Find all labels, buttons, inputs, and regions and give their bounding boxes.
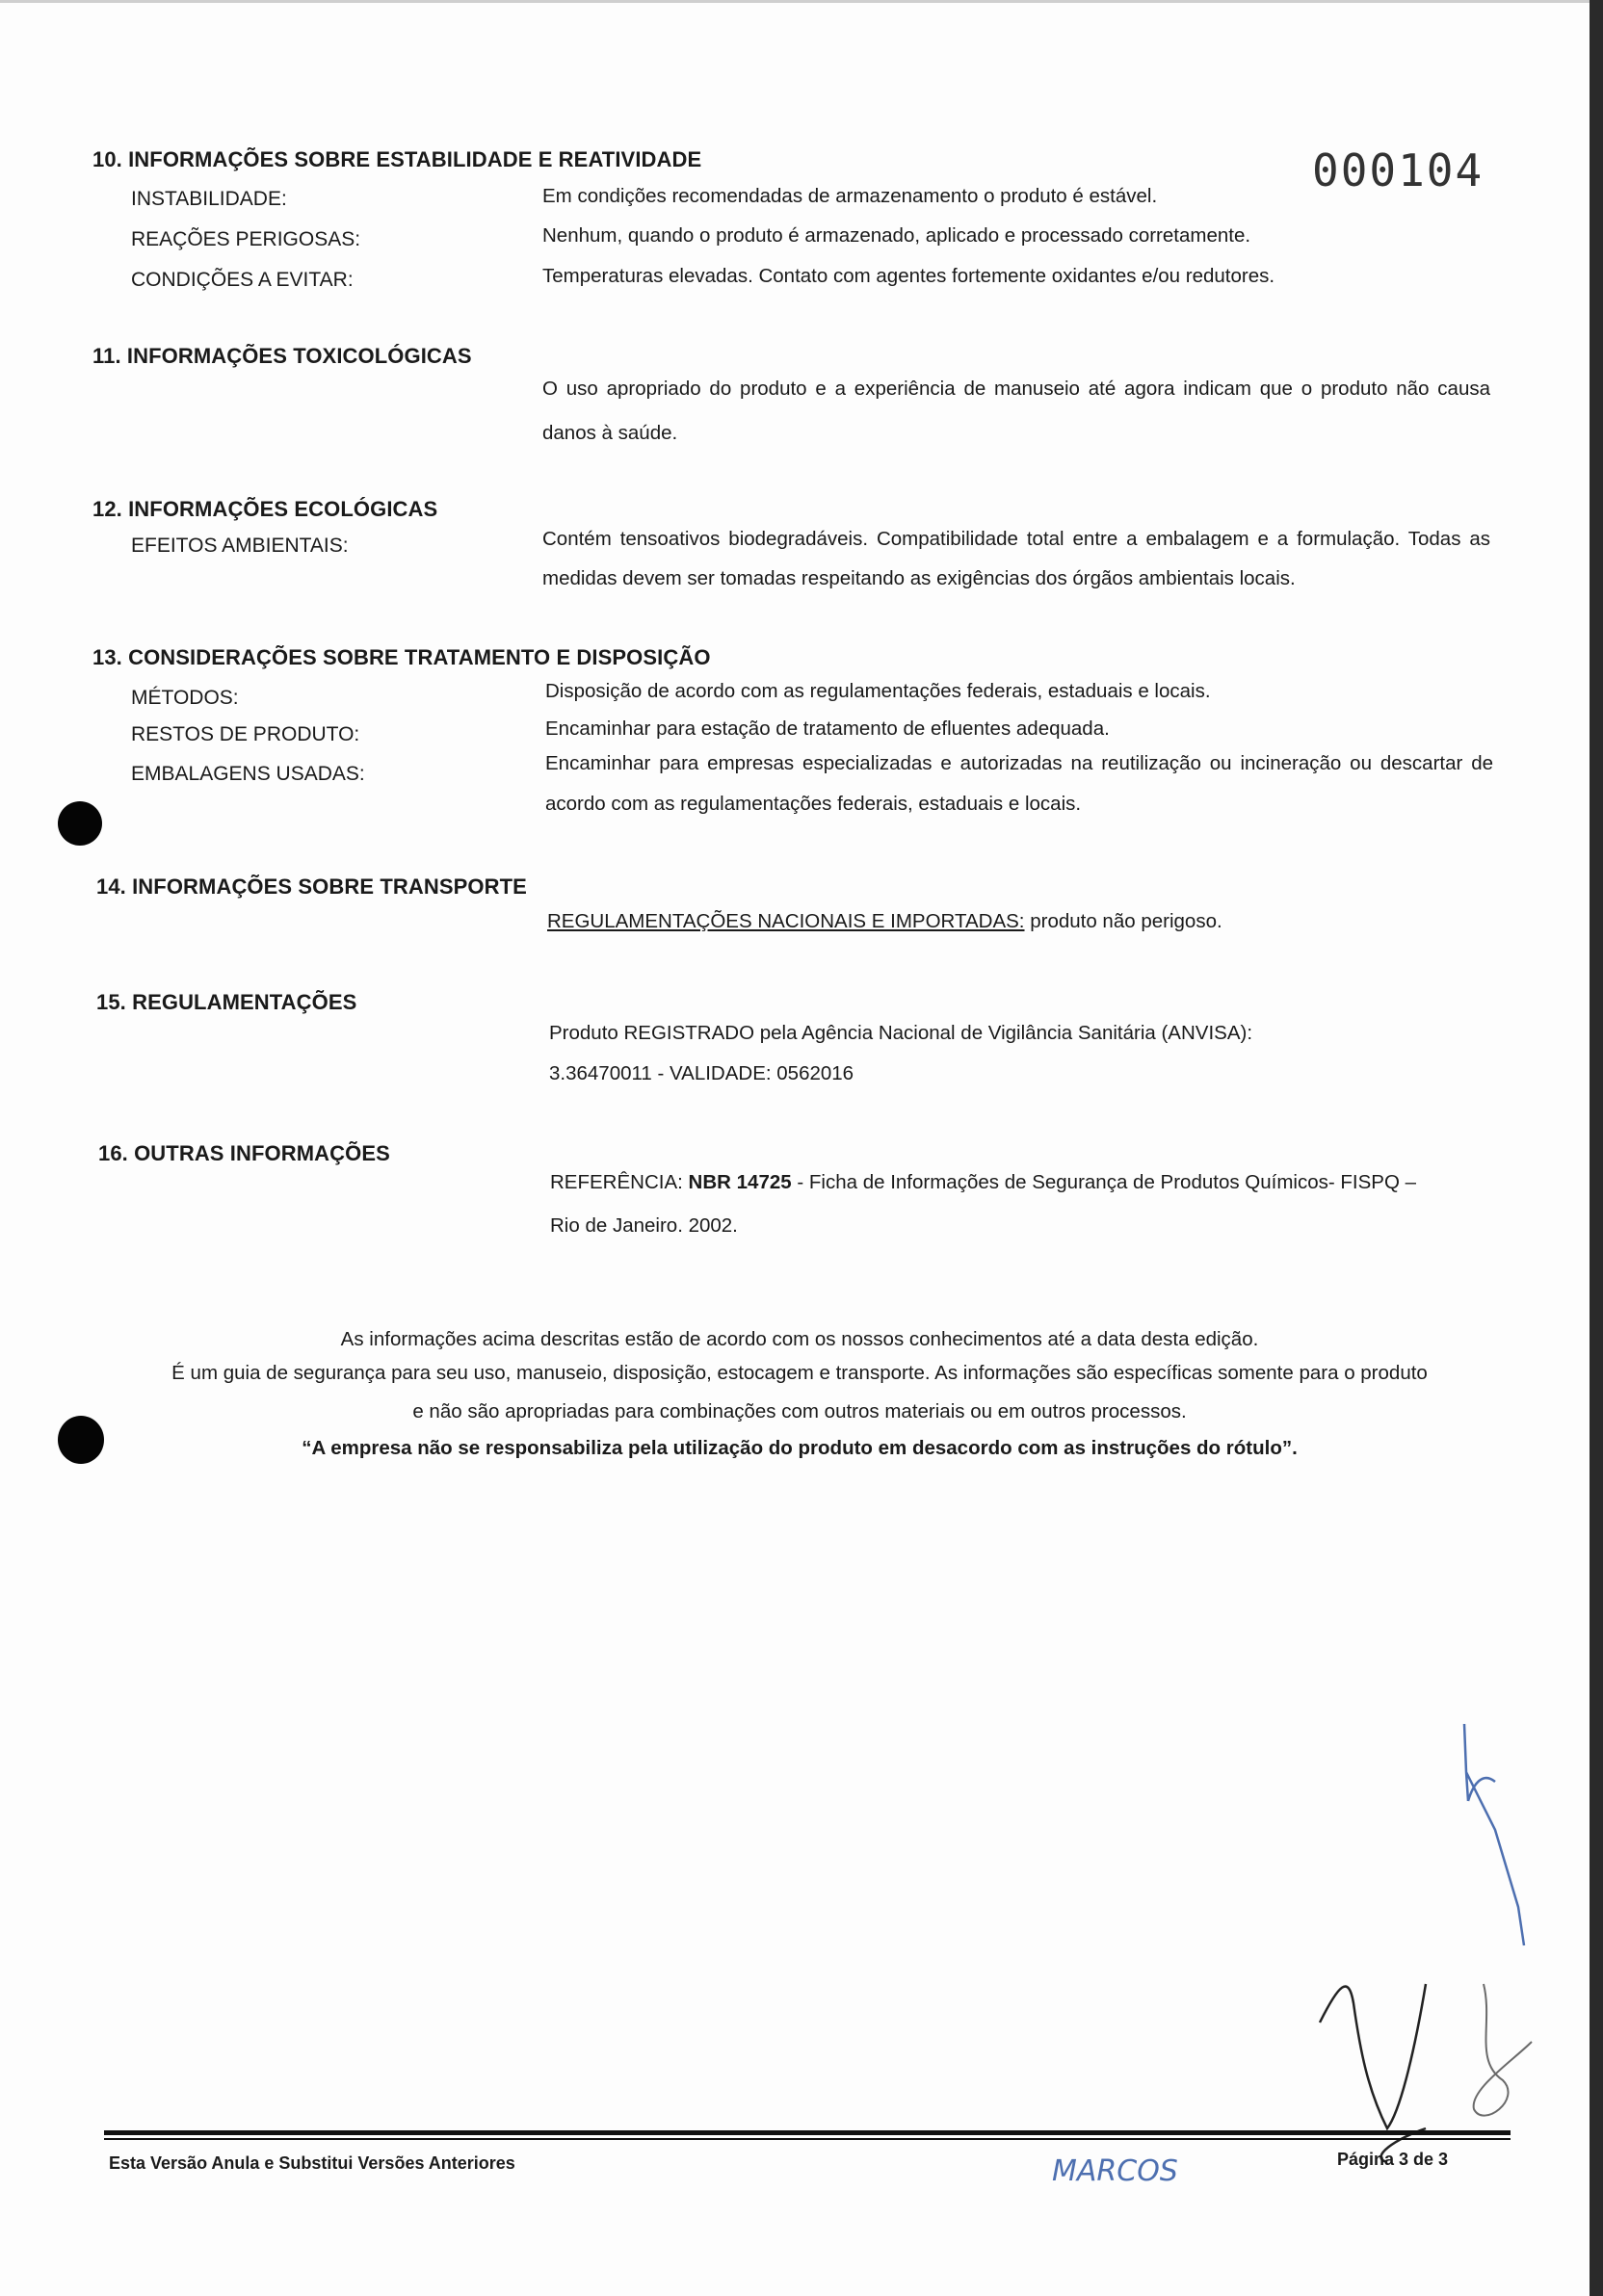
section-10-title: 10. INFORMAÇÕES SOBRE ESTABILIDADE E REATIVIDADE (92, 147, 702, 171)
reference-line (550, 1171, 1416, 1194)
toxicological-text: O uso apropriado do produto e a experiência de manuseio até agora indicam que o produto não causa danos à saúde. (542, 378, 1490, 444)
used-packaging-value: Encaminhar para empresas especializadas e autorizadas na reutilização ou incineração ou descartar de acordo com as regulamentações federais, estaduais e locais. (545, 752, 1493, 815)
margin-scribble-icon (1445, 1714, 1551, 1965)
notice-line-2: É um guia de segurança para seu uso, manuseio, disposição, estocagem e transporte. As informações são específicas somente para o produto (171, 1362, 1428, 1384)
punch-hole-icon (58, 801, 102, 846)
anvisa-registration: Produto REGISTRADO pela Agência Nacional de Vigilância Sanitária (ANVISA): (549, 1022, 1253, 1044)
footer-rule-thin (104, 2138, 1511, 2140)
notice-line-1: As informações acima descritas estão de acordo com os nossos conhecimentos até a data desta edição. (340, 1328, 1259, 1350)
notice-disclaimer: “A empresa não se responsabiliza pela utilização do produto em desacordo com as instruções do rótulo”. (302, 1437, 1298, 1459)
footer-rule-thick (104, 2130, 1511, 2135)
reference-location: Rio de Janeiro. 2002. (550, 1214, 738, 1237)
reference-suffix: - Ficha de Informações de Segurança de Produtos Químicos- FISPQ – (791, 1171, 1416, 1193)
used-packaging-label: EMBALAGENS USADAS: (131, 763, 365, 785)
methods-value: Disposição de acordo com as regulamentações federais, estaduais e locais. (545, 680, 1211, 702)
page-number: Página 3 de 3 (1337, 2150, 1449, 2169)
dangerous-reactions-value: Nenhum, quando o produto é armazenado, aplicado e processado corretamente. (542, 224, 1251, 247)
transport-regulations-value: produto não perigoso. (1024, 910, 1222, 932)
notice-line-3: e não são apropriadas para combinações com outros materiais ou em outros processos. (412, 1400, 1187, 1422)
instability-value: Em condições recomendadas de armazenamento o produto é estável. (542, 185, 1158, 207)
dangerous-reactions-label: REAÇÕES PERIGOSAS: (131, 228, 361, 250)
conditions-avoid-value: Temperaturas elevadas. Contato com agentes fortemente oxidantes e/ou redutores. (542, 265, 1275, 287)
handwritten-initials-text: MARCOS (1052, 2154, 1178, 2188)
section-12-title: 12. INFORMAÇÕES ECOLÓGICAS (92, 497, 438, 521)
reference-prefix: REFERÊNCIA: (550, 1171, 689, 1193)
anvisa-validity: 3.36470011 - VALIDADE: 0562016 (549, 1062, 854, 1084)
section-13-title: 13. CONSIDERAÇÕES SOBRE TRATAMENTO E DISPOSIÇÃO (92, 645, 711, 669)
signature-scribble-icon (1310, 1965, 1541, 2167)
environmental-effects-label: EFEITOS AMBIENTAIS: (131, 535, 349, 557)
footer-version-note: Esta Versão Anula e Substitui Versões Anteriores (109, 2153, 515, 2173)
transport-regulations-label: REGULAMENTAÇÕES NACIONAIS E IMPORTADAS: (547, 910, 1025, 932)
ecological-text: Contém tensoativos biodegradáveis. Compatibilidade total entre a embalagem e a formulação. Todas as medidas devem ser tomadas respeitando as exigências dos órgãos ambientais locais. (542, 528, 1490, 589)
methods-label: MÉTODOS: (131, 687, 239, 709)
product-remains-label: RESTOS DE PRODUTO: (131, 723, 360, 745)
handwritten-initials (1050, 2146, 1243, 2194)
scan-edge-right (1590, 0, 1603, 2296)
section-11-title: 11. INFORMAÇÕES TOXICOLÓGICAS (92, 344, 472, 368)
conditions-avoid-label: CONDIÇÕES A EVITAR: (131, 269, 354, 291)
product-remains-value: Encaminhar para estação de tratamento de efluentes adequada. (545, 718, 1110, 740)
instability-label: INSTABILIDADE: (131, 188, 287, 210)
section-16-title: 16. OUTRAS INFORMAÇÕES (98, 1141, 390, 1165)
reference-standard: NBR 14725 (688, 1171, 792, 1193)
section-15-title: 15. REGULAMENTAÇÕES (96, 990, 357, 1014)
section-14-title: 14. INFORMAÇÕES SOBRE TRANSPORTE (96, 874, 527, 899)
transport-regulations (547, 910, 1222, 933)
page-stamp-number: 000104 (1312, 144, 1485, 196)
scan-edge-top (0, 0, 1590, 3)
